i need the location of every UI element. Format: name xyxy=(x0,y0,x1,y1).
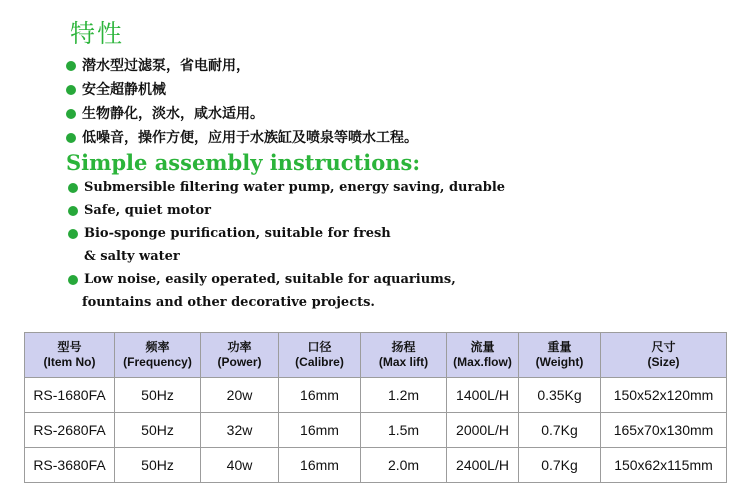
bullet-icon xyxy=(68,275,78,285)
feature-text-cn: 安全超静机械 xyxy=(82,82,166,98)
instruction-item-en xyxy=(68,268,505,291)
instruction-item-en xyxy=(68,199,505,222)
cell-size: 165x70x130mm xyxy=(601,413,727,448)
header-power: 功率 (Power) xyxy=(201,333,279,378)
cell-size: 150x62x115mm xyxy=(601,448,727,483)
header-max-lift: 扬程 (Max lift) xyxy=(361,333,447,378)
table-row xyxy=(25,378,727,413)
cell-max-lift: 2.0m xyxy=(361,448,447,483)
header-max-flow: 流量 (Max.flow) xyxy=(447,333,519,378)
header-calibre: 口径 (Calibre) xyxy=(279,333,361,378)
instruction-text-en: Submersible filtering water pump, energy saving, durable xyxy=(84,180,506,195)
instruction-continuation-en: & salty water xyxy=(84,249,180,264)
header-item-no: 型号 (Item No) xyxy=(25,333,115,378)
cell-power: 20w xyxy=(201,378,279,413)
feature-text-cn: 生物静化，淡水，咸水适用。 xyxy=(82,106,264,122)
instructions-list-en xyxy=(68,176,505,314)
bullet-icon xyxy=(68,229,78,239)
cell-weight: 0.7Kg xyxy=(519,448,601,483)
feature-item-cn xyxy=(66,54,418,78)
cell-calibre: 16mm xyxy=(279,448,361,483)
header-frequency: 频率 (Frequency) xyxy=(115,333,201,378)
cell-max-flow: 2000L/H xyxy=(447,413,519,448)
feature-item-cn xyxy=(66,78,418,102)
cell-power: 40w xyxy=(201,448,279,483)
cell-frequency: 50Hz xyxy=(115,378,201,413)
cell-weight: 0.7Kg xyxy=(519,413,601,448)
bullet-icon xyxy=(66,85,76,95)
features-title-cn: 特性 xyxy=(70,19,125,48)
bullet-icon xyxy=(68,206,78,216)
header-size: 尺寸 (Size) xyxy=(601,333,727,378)
cell-power: 32w xyxy=(201,413,279,448)
bullet-icon xyxy=(66,133,76,143)
feature-text-cn: 潜水型过滤泵，省电耐用， xyxy=(82,58,250,74)
cell-size: 150x52x120mm xyxy=(601,378,727,413)
instruction-item-en xyxy=(68,222,505,245)
feature-item-cn xyxy=(66,102,418,126)
bullet-icon xyxy=(68,183,78,193)
cell-item-no: RS-3680FA xyxy=(25,448,115,483)
feature-text-cn: 低噪音，操作方便，应用于水族缸及喷泉等喷水工程。 xyxy=(82,130,418,146)
cell-item-no: RS-2680FA xyxy=(25,413,115,448)
instructions-title-en: Simple assembly instructions: xyxy=(66,150,421,175)
instruction-item-en xyxy=(68,176,505,199)
instruction-text-en: Low noise, easily operated, suitable for aquariums, xyxy=(84,272,456,287)
cell-weight: 0.35Kg xyxy=(519,378,601,413)
cell-max-flow: 2400L/H xyxy=(447,448,519,483)
bullet-icon xyxy=(66,61,76,71)
instruction-text-en: Safe, quiet motor xyxy=(84,203,211,218)
cell-item-no: RS-1680FA xyxy=(25,378,115,413)
features-list-cn xyxy=(66,54,418,150)
cell-calibre: 16mm xyxy=(279,378,361,413)
cell-frequency: 50Hz xyxy=(115,413,201,448)
cell-calibre: 16mm xyxy=(279,413,361,448)
spec-header-row xyxy=(25,333,727,378)
feature-item-cn xyxy=(66,126,418,150)
header-weight: 重量 (Weight) xyxy=(519,333,601,378)
cell-max-lift: 1.5m xyxy=(361,413,447,448)
instruction-continuation-en: fountains and other decorative projects. xyxy=(82,295,375,310)
cell-max-lift: 1.2m xyxy=(361,378,447,413)
cell-max-flow: 1400L/H xyxy=(447,378,519,413)
table-row xyxy=(25,448,727,483)
instruction-text-en: Bio-sponge purification, suitable for fresh xyxy=(84,226,391,241)
bullet-icon xyxy=(66,109,76,119)
spec-table xyxy=(24,332,727,483)
cell-frequency: 50Hz xyxy=(115,448,201,483)
table-row xyxy=(25,413,727,448)
